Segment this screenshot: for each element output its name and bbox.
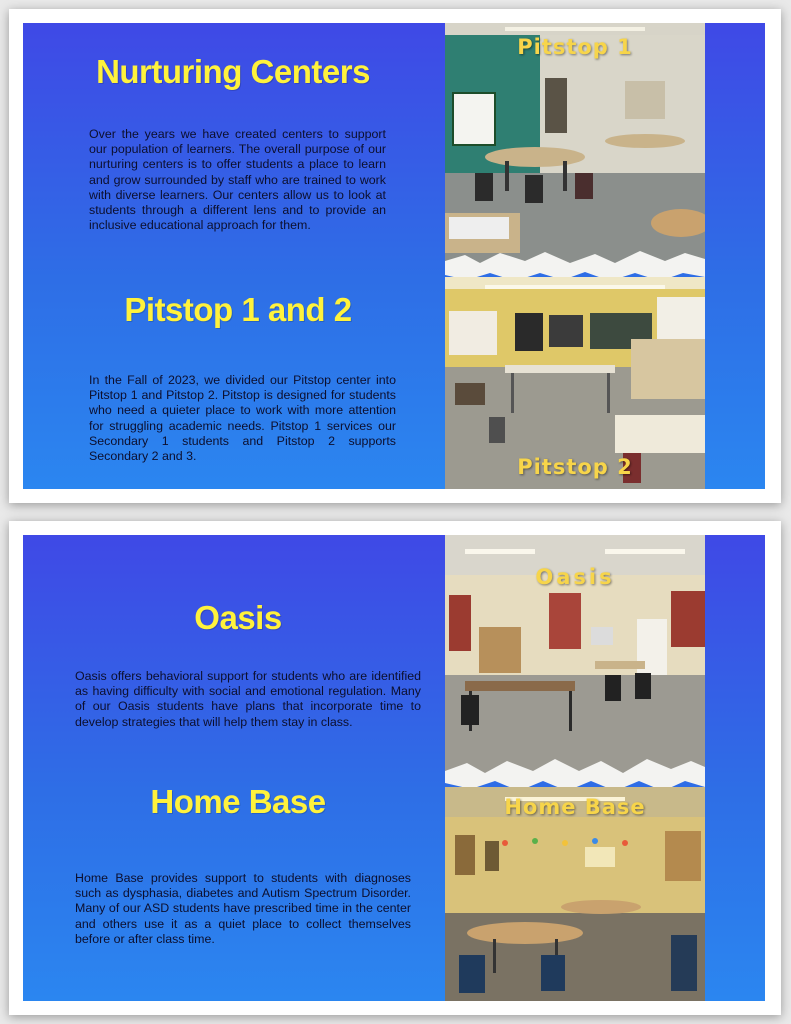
heading-nurturing-centers: Nurturing Centers xyxy=(96,53,370,90)
caption-home-base: Home Base xyxy=(504,795,646,819)
classroom-photo-illustration xyxy=(445,23,705,489)
slide-panel-2 xyxy=(23,535,765,1001)
heading-pitstop: Pitstop 1 and 2 xyxy=(124,291,352,328)
slide-card-2 xyxy=(9,521,781,1015)
caption-oasis: Oasis xyxy=(535,565,615,589)
paragraph-oasis: Oasis offers behavioral support for students who are identified as having difficulty with social and emotional regulation. Many of our Oasis students have plans that incorporate time to develop strategies that will help them stay in class. xyxy=(75,669,421,729)
slide-card-1 xyxy=(9,9,781,503)
slide-panel-1 xyxy=(23,23,765,489)
classroom-photo-illustration-2 xyxy=(445,535,705,1001)
caption-pitstop-2: Pitstop 2 xyxy=(517,455,633,479)
photo-oasis-home-base xyxy=(445,535,705,1001)
paragraph-home-base: Home Base provides support to students with diagnoses such as dysphasia, diabetes and Autism Spectrum Disorder. Many of our ASD students have prescribed time in the center and others use it as a quiet place to collect themselves before or after class time. xyxy=(75,871,411,946)
photo-pitstop xyxy=(445,23,705,489)
caption-pitstop-1: Pitstop 1 xyxy=(517,35,633,59)
heading-home-base: Home Base xyxy=(150,783,326,820)
paragraph-nurturing-centers: Over the years we have created centers to support our population of learners. The overall purpose of our nurturing centers is to offer students a place to learn and grow surrounded by staff who are trained to work with diverse learners. Our centers allow us to look at students through a different lens and to provide an inclusive educational approach for them. xyxy=(89,127,386,233)
paragraph-pitstop: In the Fall of 2023, we divided our Pitstop center into Pitstop 1 and Pitstop 2. Pitstop is designed for students who need a quieter place to work with more attention for struggling academic needs. Pitstop 1 services our Secondary 1 students and Pitstop 2 supports Secondary 2 and 3. xyxy=(89,373,396,464)
heading-oasis: Oasis xyxy=(194,599,282,636)
